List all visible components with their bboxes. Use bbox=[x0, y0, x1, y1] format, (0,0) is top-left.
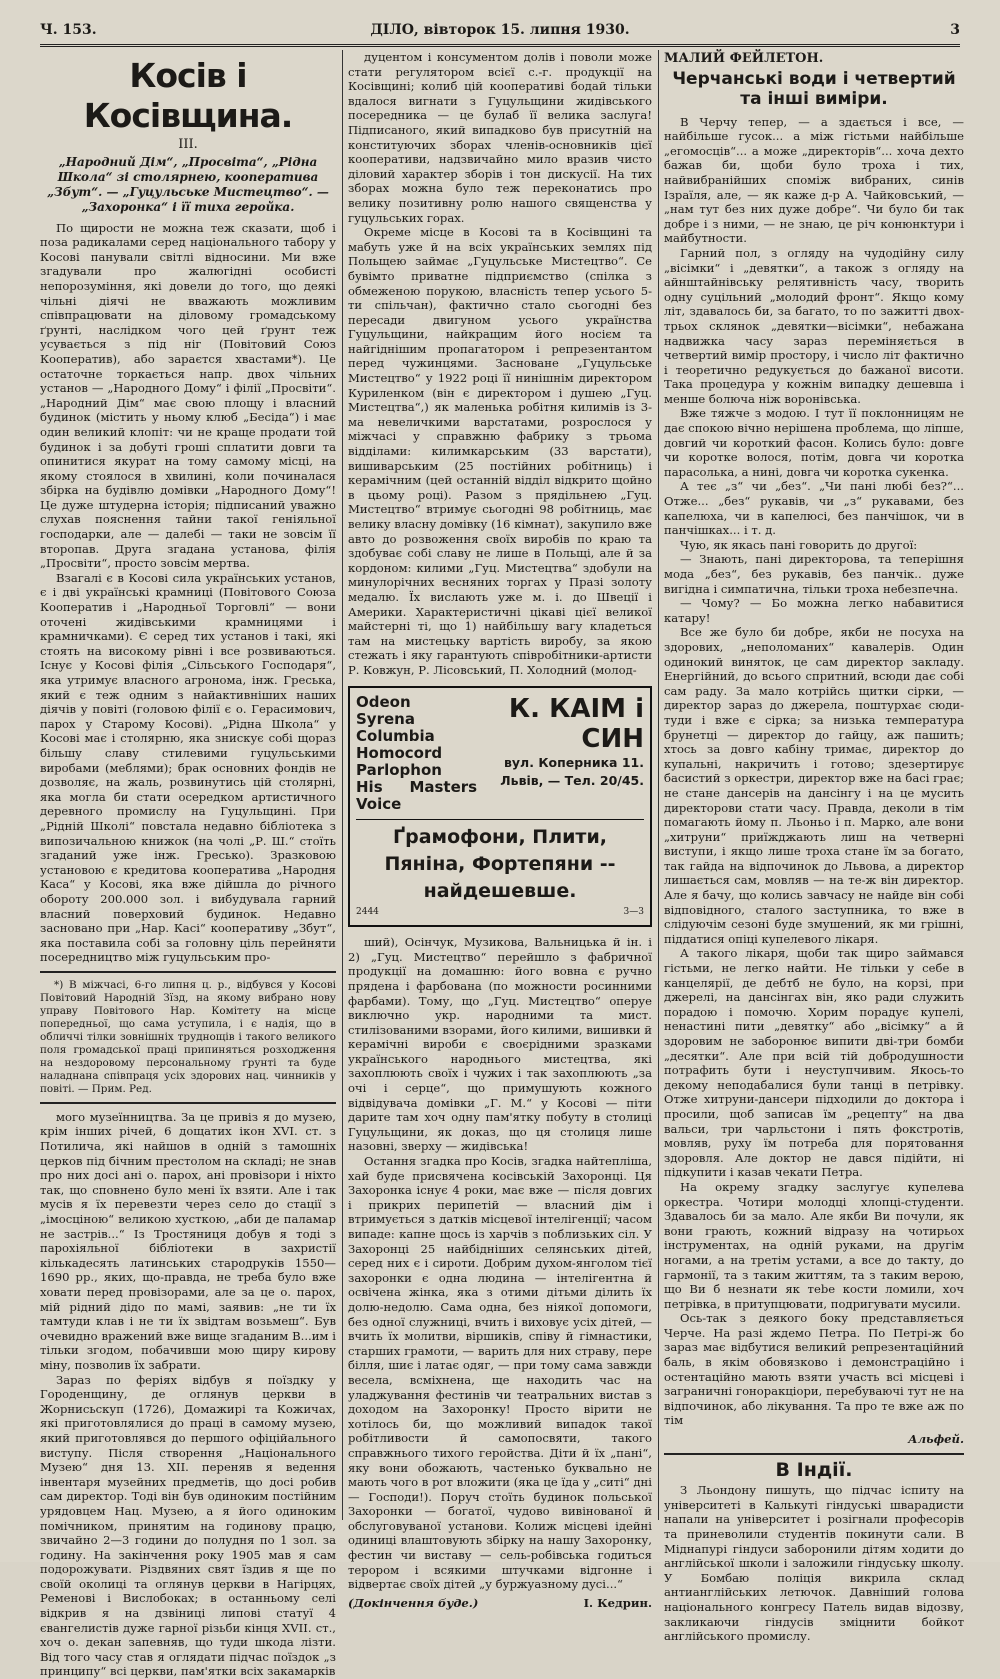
issue-number: Ч. 153. bbox=[40, 22, 97, 38]
paragraph: Зараз по феріях відбув я поїздку у Городенщину, де оглянув церкви в Жорнисьскуп (1726), Домажирі та Кожичах, які приготовлялися до праці в самому музею, який приготовлявся до першого офіційального виступу. Після створення „Національного Музею“ дня 13. XII. переняв я ведення інвентаря музейних предметів, що досі робив сам директор. Тоді він був одиноким постійним урядовцем Нац. Музею, а я його одиноким помічником, принятим на годинову працю, звичайно 2—3 години до полудня по 1 зол. за годину. На закінчення року 1905 мав я сам подорожувати. Різдвяних свят їздив я ще по своїй околиці та оглянув церкви в Нагірцях, Ременові і Вислобоках; в останньому селі відкрив я на дзвіниці липові статуї 4 євангелистів дуже гарної різьби кінця XVII. ст., хоч о. декан запевняв, що туди шкода лізти. Від того часу став я оглядати підчас поїздок „з принципу“ всі церкви, пам'ятки всіх закамарків bbox=[40, 1372, 336, 1679]
firm-city: Львів, — Тел. 20/45. bbox=[500, 772, 644, 788]
paragraph: На окрему згадку заслугує купелева оркестра. Чотири молодці хлопці-студенти. Здавалось би за мало. Але якби Ви почули, як вони грають, кожний відразу на чотирьох інструментах, на одній руками, на другім ногами, а на третім устами, а все до такту, до гармонії, та з таким життям, та з таким верою, що Ви б незнати як теbe кости ломили, хоч петрівка, в притупцювати, подригувати мусили. bbox=[664, 1179, 964, 1311]
column-1 bbox=[40, 50, 336, 1679]
article-title: Черчанські води і четвертий та інші виміри. bbox=[672, 68, 956, 109]
continued-note: (Докінчення буде.) bbox=[348, 1595, 479, 1610]
paragraph: А такого лікаря, щоби так щиро займався гістьми, не легко найти. Не тільки у себе в канцелярії, де дебтб не було, на корзі, при джерелі, на дансінгах він, яко ради служить порадою і помочю. Хорим порадує купелі, ненастині пити „девятку“ або „вісімку“ а й здоровим не заборонює випити дві-три бомби „десятки“. Але при всій тій добродушности потрафить бути і неуступчивим. Якось-то декому неподабалися були танці в петрівку. Отже хитруни-дансери підходили до доктора і просили, щоб записав їм „рецепту“ на два вальси, три чарльстони і пять фокстротів, мовляв, руху їм потреба для порятовання здоровля. Але доктор не дався підійти, ні підкупити і казав чекати Петра. bbox=[664, 946, 964, 1180]
paragraph: Все же було би добре, якби не посуха на здорових, „неполоманих“ кавалерів. Один одинокий виняток, це сам директор закладу. Енергійний, до всього спритний, всюди дає собі сам раду. За мало котрійсь щитки сірки, — директор зараз до джерела, поштурхає сюди-туди і вже є сірка; за низька температура брунетці — директор до гайцу, аж пашить; хтось за довго кабіну тримає, директор до купальні, накричить і готово; здезертирує басистий з оркестри, директор вже на басі грає; не стане дансерів на дансінгу і на це мусить директорови стати часу. Правда, деколи в тім помагають йому п. Льоньо і п. Марко, але вони „хитруни“ приїжджають лиш на четверні виступи, і якщо лише троха стане їм за богато, так гайда на відпочинок до Львова, а директор лишається сам, мовляв — на те-ж він директор. Але я бачу, що колись завчасу не найде він собі відповідного, сталого заступника, то вже в слідуючім сезоні буде змушений, як ми грішні, піддатися опіці купелевого лікаря. bbox=[664, 625, 964, 946]
column-divider bbox=[342, 50, 343, 1520]
article-part: III. bbox=[178, 137, 198, 152]
article-title: В Індії. bbox=[775, 1458, 853, 1481]
paragraph: Ось-так з деякого боку представляється Черче. На разі ждемо Петра. По Петрі-ж бо зараз має відбутися великий репрезентаційний баль, в якім обовязково і демонстраційно і остентаційно мають взяти участь всі місцеві і заграничні гоноракціори, перебуваючі тут не на відпочинок, або лікування. Та про те вже аж по тім bbox=[664, 1311, 964, 1428]
brand-name: Homocord bbox=[356, 743, 443, 762]
paragraph: З Льондону пишуть, що підчас іспиту на університеті в Калькуті гіндуські шварадисти напали на університет і розігнали професорів та приневолили студентів покинути сали. В Міднапурі гіндуси заборонили дітям ходити до англійської школи і заложили гіндуську школу. У Бомбаю поліція викрила склад антианглійських летючок. Давніший голова національного конгресу Патель видав відозву, закликаючи гіндусів зміцнити бойкот англійського промислу. bbox=[664, 1483, 964, 1644]
paper-date: ДІЛО, вівторок 15. липня 1930. bbox=[370, 22, 630, 38]
ad-slogan: Ґрамофони, Плити, Пяніна, Фортепяни -- найдешевше. bbox=[356, 819, 644, 905]
paragraph: Взагалі є в Косові сила українських установ, є і дві українські крамниці (Повітового Союза Кооператив і „Народньої Торговлі“ — вони оточені жидівськими крамницями і крамничками). Є серед тих установ і такі, які стоять на високому рівні і все розвиваються. Існує у Косові філія „Сільського Господаря“, яка утримує власного агронома, інж. Греська, який є теж одним з найактивніших наших діячів у повіті (головою філії є о. Герасимович, парох у Старому Косові). „Рідна Школа“ у Косові має і столярню, яка знискує собі щораз більшу славу стилевими гуцульськими виробами (меблями); брак основних фондів не дозволяє, на жаль, розвинутись цій столярні, яка могла би стати осередком артистичного деревного промислу на Гуцульщині. При „Рідній Школі“ повстала недавно бібліотека з випозичальною книжок (на чолі „Р. Ш.“ стоїть згаданий уже інж. Греськo). Зразковою установою є кредитова кооператива „Народня Каса“ у Косові, яка вже дійшла до річного обороту 200.000 зол. і вибудувала гарний власний поверховий будинок. Недавно засновано при „Нар. Касі“ кооперативу „Збут“, яка поставила собі за головну ціль перейняти посередництво між гуцульським про- bbox=[40, 570, 336, 965]
divider bbox=[664, 1453, 964, 1455]
footnote bbox=[40, 979, 336, 1096]
article-title: Косів і Косівщина. bbox=[83, 56, 293, 135]
author-signature: І. Кедрин. bbox=[583, 1595, 652, 1610]
brand-name: Syrena bbox=[356, 709, 415, 728]
masthead-rule bbox=[40, 44, 960, 47]
paragraph: Окреме місце в Косові та в Косівщині та мабуть уже й на всіх українських землях під Польщею займає „Гуцульське Мистецтво“. Се бувімто приватне підприємство (спілка з обмеженою порукою, власність тепер усього 5-ти спільчан), фактично стало сьогодні без пересади двигуном усього українства Гуцульщини, найкращим його носієм та найгіднішим пропагатором і репрезентантом перед чужинцями. Засноване „Гуцульське Мистецтво“ у 1922 році її нинішнім директором Куриленком (він є директором і душею „Гуц. Мистецтва“,) як маленька робітня килимів із 3-ма невеличкими варстатами, розрослося у міжчасі у справжню фабрику з трьома відділами: килимкарським (33 варстати), вишиварським (25 постійних робітниць) і керамічним (цей останній відділ відкрито щойно в цьому році). Разом з прядільнею „Гуц. Мистецтво“ втримує сьогодні 98 робітниць, має велику власну домівку (16 кімнат), закупило вже авто до розвоження своїх виробів по краю та здобуває собі славу не лише в Польщі, але й за кордоном: килими „Гуц. Мистецтва“ здобули на минулорічних весняних торгах у Празі золоту медалю. Їх вислають уже м. і. до Швеції і Америки. Характеристичні цікаві цієї великої майстерні ті, що 1) найбільшу вагу кладеться там на мистецьку вартість виробу, за якою стежать і яку гарантують співробітники-артисти Р. Ковжун, Р. Лісовський, П. Холодний (молод- bbox=[348, 225, 652, 677]
column-2 bbox=[348, 50, 652, 1610]
paragraph: мого музеїнництва. За це привіз я до музею, крім інших річей, 6 дощатих ікон XVI. ст. з Потилича, які найшов в одній з тамошніх церков під бічним престолом на складі; не знав про них досі ані о. парох, ані провізори і ніхто так, що сповнено було мені їх взяти. Але і так мусів я їх перевезти через село до стації з „імосціною“ великою хусткою, „аби де паламар не застрів...“ Із Тростяниця добув я тоді з парохіяльної бібліотеки в захристії кількадесять латинських стародруків 1550—1690 рр., яких, що-правда, не треба було вже ховати перед провізорами, але за це о. парох, мій рідний дідо по мамі, заявив: „не ти їх тамтуди клав і не ти їх звідтам возьмеш“. Був очевидно вражений вже вище згаданим В...им і тільки згодом, побачивши мою щиру кирову міну, позволив їх забрати. bbox=[40, 1109, 336, 1372]
masthead bbox=[40, 22, 960, 42]
paragraph: Остання згадка про Косів, згадка найтепліша, хай буде присвячена косівській Захоронці. Ця Захоронка існує 4 роки, має вже — після довгих і прикрих перипетій — власний дім і втримується з датків місцевої інтелігенції; часом випаде: капне щось із харчів з поблизьких сіл. У Захоронці 25 найбідніших селянських дітей, серед них є і сироти. Добрим духом-янголом тієї захоронки є одна людина — інтелігентна й освічена жінка, яка з отими дітьми ділить їх долю-недолю. Сама одна, без ніякої допомоги, без одної служниці, вчить і виховує усіх дітей, — вчить їх молитви, віршиків, співу й гімнастики, старших грамоти, — варить для них страву, пере білля, шиє і латає одяг, — при тому сама завжди весела, всміхнена, ще находить час на уладжування фестинів чи театральних вистав з доходом на Захоронку! Просто вірити не хотілось би, що можливий випадок такої робітливости й самопосвяти, такого справжнього тихого геройства. Діти й їх „пані“, яку вони обожають, частенько буквально не мають чого в рот вложити (яка це їда у „ситі“ дні — Господи!). Поруч стоїть будинок польської Захоронки — богатої, чудово вивінованої й обслуговуваної установи. Колиж місцеві ідейні одиниці влаштовують збірку на нашу Захоронку, фестин чи виставу — сель-робівська годиться терором і всякими штучками відгонне і відвертає своїх дітей „у буржуазному дусі...“ bbox=[348, 1154, 652, 1592]
brand-name: Columbia bbox=[356, 726, 435, 745]
article-lead: „Народний Дім“, „Просвіта“, „Рідна Школа“ зі столярнею, кооператива „Збут“. — „Гуцульське Мистецтво“. — „Захоронка“ і її тиха геройка. bbox=[47, 154, 329, 214]
brand-name: His Masters Voice bbox=[356, 777, 478, 813]
paragraph: В Черчу тепер, — а здається і все, — найбільше гусок... а між гістьми найбільше „егомосців“... а може „директорів“... хоча дехто бажав би, щоби було троха і тих, найвибранійших споміж вибраних, синів Ізраїля, але, — як каже д-р А. Чайковський, — „нам тут без них дуже добре“. Чи було би так добре і з ними, — не знаю, це річ конюнктури і майбутности. bbox=[664, 114, 964, 246]
column-3 bbox=[664, 50, 964, 1644]
paragraph: Чую, як якась пані говорить до другої: bbox=[680, 537, 918, 552]
paragraph: — Чому? — Бо можна легко набавитися катару! bbox=[664, 596, 964, 625]
divider bbox=[40, 971, 336, 973]
paragraph: А теє „з“ чи „без“. „Чи пані любі без?“... Отже... „без“ рукавів, чи „з“ рукавами, без капелюха, чи в капелюсі, без панчішок, чи в панчішках... і т. д. bbox=[664, 479, 964, 538]
author-signature: Альфей. bbox=[908, 1432, 964, 1447]
brand-name: Odeon bbox=[356, 692, 411, 711]
ad-code: 2444 bbox=[356, 906, 379, 917]
paragraph: По щирости не можна теж сказати, щоб і поза радикалами серед національного табору у Косові панували світлі відносини. Ми вже згадували про жалюгідні особисті непорозуміння, які довели до того, що деякі чільні діячі не вважають можливим співпрацювати на діловому громадському ґрунті, наслідком чого цей ґрунт теж усувається з під ніг (Повітовий Союз Кооператив), або зараєтся хвастами*). Це остаточне торкається напр. двох чільних установ — „Народного Дому“ і філії „Просвіти“. „Народний Дім“ має свою площу і власний будинок (містить у ньому клюб „Бесіда“) і має один великий клопіт: чи не краще продати той будинок і за добуті гроші сплатити довги та опинитися якурат на тому самому місці, на якому стоялося в хвилині, коли починалася збірка на будівлю домівки „Народного Дому“! Це дуже штудерна історія; підписаний уважно слухав пояснення тайни такої геніяльної господарки, але — далебі — таки не зовсім її второпав. Друга згадана установа, філія „Просвіти“, просто зовсім мертва. bbox=[40, 220, 336, 571]
advertisement bbox=[348, 686, 652, 928]
firm-name: К. КАІМ і СИН bbox=[508, 693, 644, 754]
paragraph: Вже тяжче з модою. І тут її поклонницям не дає спокою вічно нерішена проблема, що ліпше, довгий чи короткий фасон. Колись було: довге чи коротке волося, потім, довга чи коротка парасолька, а нині, довга чи коротка сукенка. bbox=[664, 406, 964, 479]
column-divider bbox=[658, 50, 659, 1520]
section-label: МАЛИЙ ФЕЙЛЕТОН. bbox=[664, 51, 824, 66]
brand-list bbox=[356, 694, 477, 813]
paragraph: — Знають, пані директорова, та теперішня мода „без“, без рукавів, без панчік.. дуже вигідна і симпатична, тільки троха небезпечна. bbox=[664, 552, 964, 596]
paragraph: ший), Осінчук, Музикова, Вальницька й ін. і 2) „Гуц. Мистецтво“ перейшло з фабричної продукції на домашню: його вовна є ручно прядена і фарбована (по можности росинними фарбами). Тому, що „Гуц. Мистецтво“ оперуе виключно укр. народними та мист. стилізованими взорами, його килими, вишивки й керамічні вироби є своєрідними зразками українського народнього мистецтва, які захоплюють своїх і чужих і так захоплюють „за очі і серце“, що примушують кожного відвідувача домівки „Г. М.“ у Косові — піти дарите там хоч одну пам'ятку побуту в столиці Гуцульщини, як доказ, що ця столиця лише назовні, зверху — жидівська! bbox=[348, 935, 652, 1154]
brand-name: Parlophon bbox=[356, 760, 442, 779]
divider bbox=[40, 1102, 336, 1104]
page-number: 3 bbox=[950, 22, 960, 38]
footnote-text: *) В міжчасі, 6-го липня ц. р., відбувся у Косові Повітовий Народній Зїзд, на якому вибрано нову управу Повітового Нар. Комітету на місце попередньої, що сама уступила, і є надія, що в обличчі тілки зовнішніх труднощів і такого великого поля громадської праці припиняться розходження на нездоровому персональному ґрунті та буде наладнана співпраця усіх здорових нац. чинників у повіті. — Прим. Ред. bbox=[40, 978, 336, 1095]
ad-code: 3—3 bbox=[623, 906, 644, 917]
paragraph: Гарний пол, з огляду на чудодійну силу „вісімки“ і „девятки“, а також з огляду на айнштайнівську релятивність часу, творить одну суцільний „молодий фронт“. Якщо кому літ, здавалось би, за багато, то по зажитті двох-трьох склянок „девятки—вісімки“, небажана надвижка часу зараз переміняється в четвертий вимір простору, і число літ фактично і теоретично редукується до бажаної висоти. Така процедура у кожнім випадку дешевша і менше болюча ніж воронівська. bbox=[664, 245, 964, 406]
firm-street: вул. Коперника 11. bbox=[504, 754, 644, 770]
paragraph: дуцентом і консументом долів і поволи може стати регулятором всієї с.-г. продукції на Косівщині; колиб цій кооперативі бодай тільки вдалося вигнати з Гуцульщини жидівського посередника — це булаб її велика заслуга! Підписаного, який випадково був присутній на конституючих зборах членів-основників цієї кооперативи, надзвичайно мило вразив чисто діловий характер зборів і тон дискусії. На тих зборах можна було теж переконатись про велику позитивну ролю нашого священства у гуцульських горах. bbox=[348, 50, 652, 225]
